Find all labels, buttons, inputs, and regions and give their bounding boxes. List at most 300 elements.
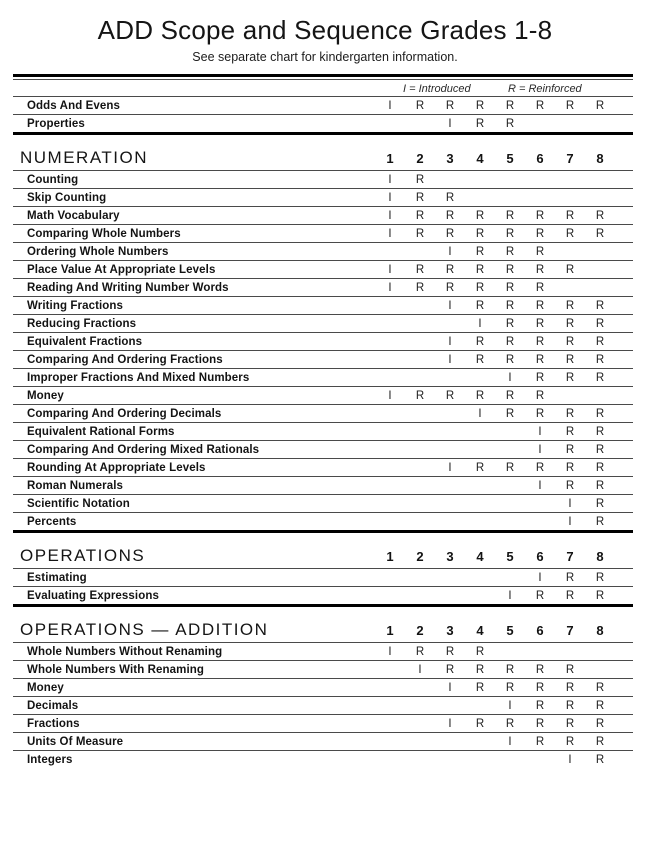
table-top-rule-thick <box>13 74 633 77</box>
mark-cell <box>465 192 495 204</box>
row-marks <box>375 498 615 510</box>
mark-cell: R <box>595 717 605 730</box>
grade-number: 5 <box>506 150 514 166</box>
mark-cell: I <box>388 173 392 186</box>
intro-rows <box>13 96 633 132</box>
grade-number: 4 <box>476 150 484 166</box>
mark-cell: R <box>505 263 515 276</box>
row-label: Counting <box>27 173 79 186</box>
mark-cell: R <box>505 461 515 474</box>
mark-cell <box>435 516 465 528</box>
mark-cell: R <box>505 717 515 730</box>
row-label: Comparing And Ordering Mixed Rationals <box>27 443 260 456</box>
mark-cell <box>585 264 615 276</box>
mark-cell: I <box>448 299 452 312</box>
mark-cell <box>465 372 495 384</box>
mark-cell: R <box>415 281 425 294</box>
mark-cell <box>465 572 495 584</box>
mark-cell: R <box>475 353 485 366</box>
grade-number: 2 <box>416 548 424 564</box>
table-row <box>13 386 633 404</box>
mark-cell: R <box>565 571 575 584</box>
row-label: Comparing Whole Numbers <box>27 227 181 240</box>
mark-cell: R <box>595 443 605 456</box>
row-label: Estimating <box>27 571 87 584</box>
mark-cell: R <box>505 227 515 240</box>
mark-cell <box>585 118 615 130</box>
mark-cell: R <box>595 681 605 694</box>
row-label: Scientific Notation <box>27 497 130 510</box>
mark-cell <box>405 372 435 384</box>
mark-cell <box>375 246 405 258</box>
mark-cell: R <box>415 227 425 240</box>
mark-cell <box>375 572 405 584</box>
row-label: Rounding At Appropriate Levels <box>27 461 206 474</box>
row-label: Units Of Measure <box>27 735 124 748</box>
mark-cell <box>405 718 435 730</box>
section-header <box>13 146 633 170</box>
row-marks <box>375 664 615 676</box>
mark-cell: R <box>475 227 485 240</box>
grade-number: 4 <box>476 622 484 638</box>
mark-cell: R <box>415 389 425 402</box>
mark-cell <box>555 246 585 258</box>
section-rows <box>13 568 633 604</box>
mark-cell: R <box>475 99 485 112</box>
mark-cell: R <box>475 389 485 402</box>
row-marks <box>375 192 615 204</box>
mark-cell <box>405 700 435 712</box>
mark-cell <box>495 480 525 492</box>
mark-cell <box>405 408 435 420</box>
grade-number: 3 <box>446 622 454 638</box>
mark-cell: I <box>388 209 392 222</box>
table-row <box>13 476 633 494</box>
mark-cell <box>375 372 405 384</box>
mark-cell: R <box>595 299 605 312</box>
mark-cell <box>585 646 615 658</box>
mark-cell: I <box>448 461 452 474</box>
mark-cell: R <box>565 699 575 712</box>
row-label: Writing Fractions <box>27 299 124 312</box>
mark-cell <box>405 118 435 130</box>
table-row <box>13 660 633 678</box>
mark-cell: R <box>445 281 455 294</box>
mark-cell: I <box>478 317 482 330</box>
mark-cell <box>405 516 435 528</box>
mark-cell: R <box>505 117 515 130</box>
mark-cell <box>405 572 435 584</box>
mark-cell <box>375 664 405 676</box>
mark-cell: R <box>475 335 485 348</box>
mark-cell: R <box>565 335 575 348</box>
mark-cell <box>435 572 465 584</box>
mark-cell <box>525 498 555 510</box>
mark-cell: R <box>445 191 455 204</box>
mark-cell: R <box>565 209 575 222</box>
mark-cell <box>555 174 585 186</box>
section <box>13 618 633 768</box>
mark-cell <box>435 498 465 510</box>
table-row <box>13 750 633 768</box>
grade-number: 6 <box>536 548 544 564</box>
mark-cell: R <box>595 353 605 366</box>
table-row <box>13 422 633 440</box>
sections <box>13 146 633 768</box>
grade-number: 7 <box>566 622 574 638</box>
mark-cell <box>465 736 495 748</box>
mark-cell <box>435 480 465 492</box>
mark-cell: I <box>508 699 512 712</box>
table-row <box>13 260 633 278</box>
mark-cell: R <box>535 245 545 258</box>
mark-cell: R <box>445 663 455 676</box>
row-marks <box>375 754 615 766</box>
row-label: Decimals <box>27 699 79 712</box>
table-row <box>13 114 633 132</box>
mark-cell <box>375 700 405 712</box>
mark-cell: R <box>535 461 545 474</box>
mark-cell: R <box>565 681 575 694</box>
scope-sequence-table <box>13 74 633 768</box>
grade-number: 4 <box>476 548 484 564</box>
row-marks <box>375 228 615 240</box>
mark-cell: R <box>475 645 485 658</box>
table-row <box>13 96 633 114</box>
table-row <box>13 458 633 476</box>
mark-cell: R <box>595 227 605 240</box>
row-marks <box>375 480 615 492</box>
mark-cell <box>405 754 435 766</box>
table-row <box>13 296 633 314</box>
mark-cell: R <box>595 735 605 748</box>
section-end-rule <box>13 530 633 533</box>
mark-cell <box>405 246 435 258</box>
page-subtitle: See separate chart for kindergarten information. <box>192 50 458 64</box>
mark-cell: R <box>505 681 515 694</box>
section-header <box>13 544 633 568</box>
mark-cell: I <box>448 117 452 130</box>
mark-cell: R <box>595 571 605 584</box>
row-marks <box>375 516 615 528</box>
mark-cell <box>525 516 555 528</box>
mark-cell: I <box>508 371 512 384</box>
mark-cell: R <box>445 263 455 276</box>
grade-number: 6 <box>536 622 544 638</box>
mark-cell <box>405 444 435 456</box>
mark-cell: I <box>568 515 572 528</box>
table-row <box>13 242 633 260</box>
mark-cell: R <box>565 425 575 438</box>
row-marks <box>375 444 615 456</box>
row-label: Properties <box>27 117 85 130</box>
mark-cell: R <box>505 335 515 348</box>
row-label: Roman Numerals <box>27 479 123 492</box>
mark-cell: R <box>535 299 545 312</box>
mark-cell <box>375 444 405 456</box>
row-marks <box>375 100 615 112</box>
row-marks <box>375 318 615 330</box>
row-label: Place Value At Appropriate Levels <box>27 263 216 276</box>
mark-cell: R <box>535 735 545 748</box>
mark-cell: R <box>475 117 485 130</box>
row-marks <box>375 210 615 222</box>
grade-number: 5 <box>506 548 514 564</box>
row-label: Improper Fractions And Mixed Numbers <box>27 371 250 384</box>
row-label: Whole Numbers Without Renaming <box>27 645 223 658</box>
mark-cell <box>375 590 405 602</box>
table-row <box>13 188 633 206</box>
section-title: OPERATIONS — ADDITION <box>20 620 269 639</box>
mark-cell <box>435 736 465 748</box>
mark-cell <box>435 372 465 384</box>
mark-cell: R <box>595 317 605 330</box>
mark-cell <box>495 646 525 658</box>
mark-cell: R <box>565 299 575 312</box>
section-rows <box>13 170 633 530</box>
row-label: Equivalent Fractions <box>27 335 143 348</box>
mark-cell: I <box>448 353 452 366</box>
mark-cell <box>375 462 405 474</box>
mark-cell: I <box>508 589 512 602</box>
mark-cell: R <box>565 479 575 492</box>
table-row <box>13 732 633 750</box>
mark-cell <box>495 516 525 528</box>
row-label: Integers <box>27 753 73 766</box>
mark-cell <box>435 408 465 420</box>
mark-cell: R <box>565 589 575 602</box>
mark-cell <box>435 444 465 456</box>
mark-cell <box>375 318 405 330</box>
mark-cell <box>405 590 435 602</box>
mark-cell: R <box>505 663 515 676</box>
row-label: Reducing Fractions <box>27 317 137 330</box>
mark-cell <box>375 336 405 348</box>
mark-cell: I <box>568 497 572 510</box>
mark-cell: I <box>388 281 392 294</box>
row-marks <box>375 282 615 294</box>
mark-cell: R <box>535 717 545 730</box>
mark-cell: R <box>565 717 575 730</box>
mark-cell: I <box>538 425 542 438</box>
mark-cell: R <box>595 479 605 492</box>
mark-cell: I <box>418 663 422 676</box>
row-marks <box>375 462 615 474</box>
row-marks <box>375 646 615 658</box>
table-row <box>13 368 633 386</box>
mark-cell: R <box>595 515 605 528</box>
intro-end-rule <box>13 132 633 135</box>
row-marks <box>375 590 615 602</box>
mark-cell <box>495 426 525 438</box>
grade-number: 6 <box>536 150 544 166</box>
row-marks <box>375 264 615 276</box>
mark-cell: R <box>475 209 485 222</box>
mark-cell <box>375 354 405 366</box>
legend-introduced-label: I = Introduced <box>403 83 471 95</box>
mark-cell: I <box>508 735 512 748</box>
mark-cell: R <box>415 263 425 276</box>
mark-cell <box>465 590 495 602</box>
grade-numbers <box>375 623 615 638</box>
mark-cell: I <box>388 263 392 276</box>
mark-cell: R <box>535 681 545 694</box>
row-marks <box>375 408 615 420</box>
mark-cell: R <box>505 281 515 294</box>
mark-cell <box>405 498 435 510</box>
table-row <box>13 404 633 422</box>
mark-cell <box>375 408 405 420</box>
table-row <box>13 332 633 350</box>
mark-cell: R <box>475 461 485 474</box>
mark-cell <box>375 426 405 438</box>
mark-cell <box>405 426 435 438</box>
mark-cell: R <box>595 335 605 348</box>
section-rows <box>13 642 633 768</box>
mark-cell: R <box>505 99 515 112</box>
grade-number: 8 <box>596 548 604 564</box>
mark-cell <box>375 736 405 748</box>
row-marks <box>375 426 615 438</box>
mark-cell <box>555 192 585 204</box>
mark-cell: R <box>535 317 545 330</box>
mark-cell: R <box>505 245 515 258</box>
row-marks <box>375 700 615 712</box>
mark-cell: R <box>475 663 485 676</box>
mark-cell: R <box>505 353 515 366</box>
mark-cell <box>375 754 405 766</box>
mark-cell: I <box>448 681 452 694</box>
mark-cell: R <box>565 461 575 474</box>
mark-cell: R <box>445 645 455 658</box>
row-label: Whole Numbers With Renaming <box>27 663 205 676</box>
mark-cell: R <box>595 209 605 222</box>
mark-cell: I <box>538 443 542 456</box>
grade-number: 8 <box>596 150 604 166</box>
mark-cell <box>405 462 435 474</box>
legend-row <box>13 80 633 96</box>
mark-cell <box>585 282 615 294</box>
grade-number: 1 <box>386 548 394 564</box>
grade-number: 8 <box>596 622 604 638</box>
table-row <box>13 278 633 296</box>
mark-cell <box>525 754 555 766</box>
mark-cell: I <box>568 753 572 766</box>
mark-cell: R <box>505 299 515 312</box>
mark-cell: R <box>445 227 455 240</box>
row-marks <box>375 372 615 384</box>
mark-cell: R <box>565 99 575 112</box>
table-row <box>13 440 633 458</box>
mark-cell: R <box>535 335 545 348</box>
mark-cell: R <box>535 699 545 712</box>
mark-cell: I <box>538 571 542 584</box>
section-title: NUMERATION <box>20 148 149 167</box>
mark-cell <box>465 700 495 712</box>
row-label: Equivalent Rational Forms <box>27 425 175 438</box>
table-row <box>13 512 633 530</box>
table-row <box>13 494 633 512</box>
grade-number: 1 <box>386 150 394 166</box>
mark-cell: R <box>415 99 425 112</box>
mark-cell <box>465 516 495 528</box>
mark-cell <box>405 682 435 694</box>
mark-cell <box>585 174 615 186</box>
mark-cell: R <box>595 497 605 510</box>
mark-cell <box>495 444 525 456</box>
table-row <box>13 224 633 242</box>
mark-cell: R <box>565 443 575 456</box>
mark-cell <box>405 354 435 366</box>
row-marks <box>375 336 615 348</box>
section <box>13 544 633 607</box>
row-marks <box>375 682 615 694</box>
table-row <box>13 206 633 224</box>
table-row <box>13 642 633 660</box>
row-marks <box>375 718 615 730</box>
mark-cell: R <box>595 425 605 438</box>
mark-cell <box>375 118 405 130</box>
mark-cell <box>525 192 555 204</box>
mark-cell <box>375 300 405 312</box>
row-marks <box>375 354 615 366</box>
row-label: Percents <box>27 515 77 528</box>
mark-cell <box>405 300 435 312</box>
row-label: Money <box>27 389 64 402</box>
grade-number: 3 <box>446 150 454 166</box>
mark-cell <box>525 118 555 130</box>
legend-reinforced-label: R = Reinforced <box>508 83 582 95</box>
mark-cell: R <box>445 99 455 112</box>
mark-cell <box>405 336 435 348</box>
mark-cell <box>375 516 405 528</box>
mark-cell <box>555 282 585 294</box>
mark-cell <box>525 174 555 186</box>
row-label: Money <box>27 681 64 694</box>
mark-cell <box>585 192 615 204</box>
table-row <box>13 314 633 332</box>
grade-number: 2 <box>416 622 424 638</box>
mark-cell <box>555 646 585 658</box>
row-label: Ordering Whole Numbers <box>27 245 169 258</box>
mark-cell <box>525 646 555 658</box>
grade-number: 2 <box>416 150 424 166</box>
grade-numbers <box>375 549 615 564</box>
mark-cell: I <box>388 645 392 658</box>
mark-cell: I <box>388 191 392 204</box>
mark-cell: R <box>565 735 575 748</box>
mark-cell <box>555 390 585 402</box>
mark-cell: R <box>565 371 575 384</box>
mark-cell: I <box>448 717 452 730</box>
mark-cell: R <box>595 99 605 112</box>
mark-cell: I <box>538 479 542 492</box>
row-label: Evaluating Expressions <box>27 589 159 602</box>
mark-cell <box>435 426 465 438</box>
mark-cell: R <box>565 317 575 330</box>
grade-numbers <box>375 151 615 166</box>
mark-cell: R <box>535 263 545 276</box>
mark-cell: R <box>475 299 485 312</box>
mark-cell: I <box>388 389 392 402</box>
mark-cell: R <box>415 191 425 204</box>
mark-cell <box>375 718 405 730</box>
mark-cell: R <box>535 209 545 222</box>
mark-cell: I <box>478 407 482 420</box>
row-label: Fractions <box>27 717 80 730</box>
mark-cell <box>405 480 435 492</box>
mark-cell: I <box>388 99 392 112</box>
